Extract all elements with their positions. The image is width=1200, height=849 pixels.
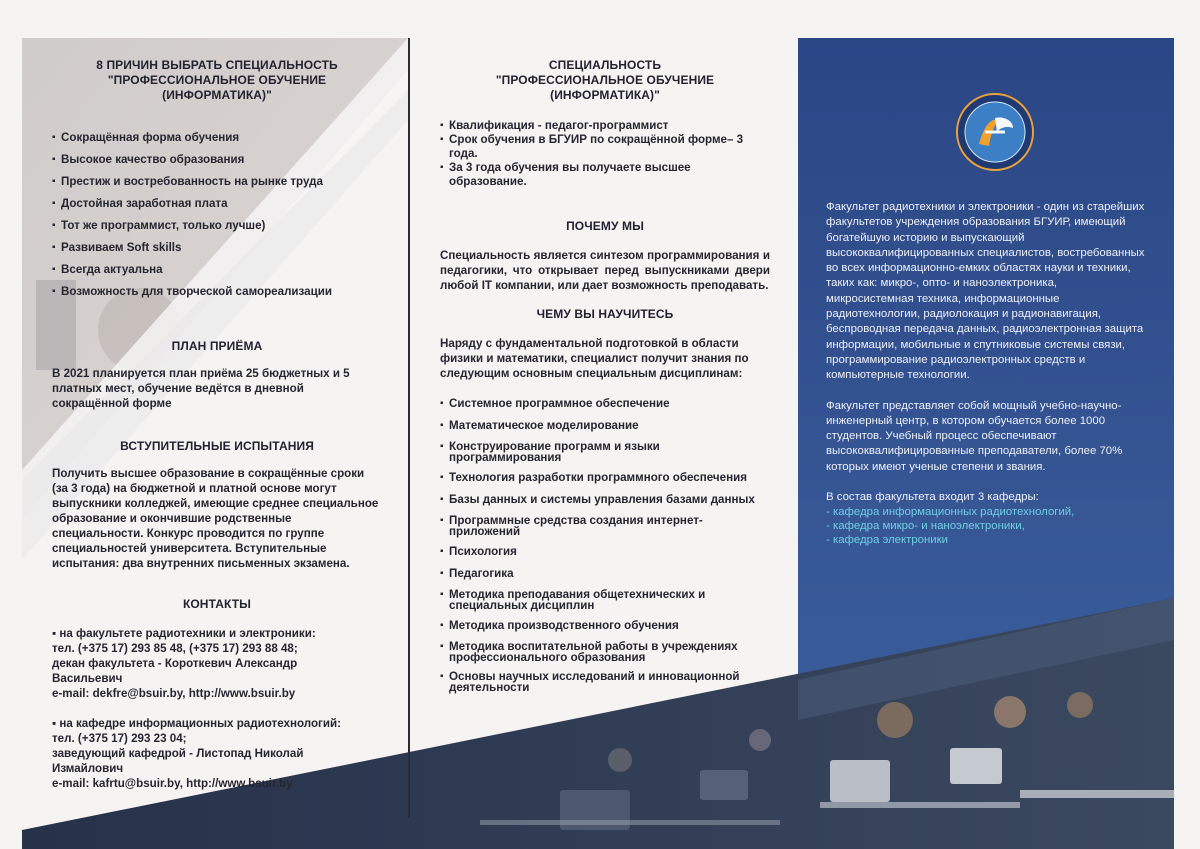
faculty-center-text: Факультет представляет собой мощный учебно-научно-инженерный центр, в котором обучается более 1000 студентов. Учебный процесс обеспечивают высококвалифицированные преподаватели, более 70% которых имеют ученые степени и звания. — [826, 399, 1123, 473]
subject-item: ▪ Основы научных исследований и инновационной деятельности — [440, 671, 770, 693]
contact-line: ▪ на факультете радиотехники и электроники: — [52, 627, 316, 640]
subject-item: ▪ Программные средства создания интернет-приложений — [440, 515, 770, 537]
fact-item: ▪ Квалификация - педагог-программист — [440, 119, 770, 133]
contact-department — [52, 716, 382, 791]
departments-intro: В состав факультета входит 3 кафедры: — [826, 491, 1039, 504]
reasons-list — [52, 131, 382, 299]
department-item: - кафедра информационных радиотехнологий, — [826, 506, 1075, 519]
exam-title: ВСТУПИТЕЛЬНЫЕ ИСПЫТАНИЯ — [120, 439, 314, 453]
fact-item: ▪ Срок обучения в БГУИР по сокращённой форме– 3 года. — [440, 133, 770, 161]
subject-item: ▪ Системное программное обеспечение — [440, 397, 770, 411]
why-title: ПОЧЕМУ МЫ — [566, 219, 644, 233]
subject-item: ▪ Методика преподавания общетехнических и специальных дисциплин — [440, 589, 770, 611]
reason-item: ▪ Всегда актуальна — [52, 263, 382, 277]
subject-item: ▪ Психология — [440, 545, 770, 559]
subject-item: ▪ Методика производственного обучения — [440, 619, 770, 633]
department-item: - кафедра электроники — [826, 534, 949, 547]
specialty-subtitle: "ПРОФЕССИОНАЛЬНОЕ ОБУЧЕНИЕ (ИНФОРМАТИКА)" — [495, 73, 715, 102]
learn-text: Наряду с фундаментальной подготовкой в области физики и математики, специалист получит знания по следующим основным специальным дисциплинам: — [440, 337, 749, 380]
middle-panel — [440, 58, 770, 701]
right-panel — [826, 200, 1146, 547]
exam-text: Получить высшее образование в сокращённые сроки (за 3 года) на бюджетной и платной основе могут выпускники колледжей, имеющие среднее специальное образование и окончившие родственные специальности. Конкурс проводится по группе специальностей университета. Вступительные испытания: два внутренних письменных экзамена. — [52, 467, 379, 570]
reason-item: ▪ Тот же программист, только лучше) — [52, 219, 382, 233]
facts-list — [440, 119, 770, 189]
subjects-list — [440, 397, 770, 693]
laptop-graphic — [830, 760, 890, 802]
subject-item: ▪ Методика воспитательной работы в учреждениях профессионального образования — [440, 641, 770, 663]
reason-item: ▪ Сокращённая форма обучения — [52, 131, 382, 145]
contact-email-line[interactable]: e-mail: dekfre@bsuir.by, http://www.bsuir.by — [52, 687, 296, 700]
subject-item: ▪ Технология разработки программного обеспечения — [440, 471, 770, 485]
fold-line-left — [408, 38, 410, 818]
reason-item: ▪ Высокое качество образования — [52, 153, 382, 167]
reason-item: ▪ Развиваем Soft skills — [52, 241, 382, 255]
subject-item: ▪ Базы данных и системы управления базами данных — [440, 493, 770, 507]
contact-line: ▪ на кафедре информационных радиотехнологий: — [52, 717, 341, 730]
contacts-title: КОНТАКТЫ — [182, 597, 252, 611]
reason-item: ▪ Престиж и востребованность на рынке труда — [52, 175, 382, 189]
left-panel — [52, 58, 382, 791]
reasons-title: 8 ПРИЧИН ВЫБРАТЬ СПЕЦИАЛЬНОСТЬ "ПРОФЕССИОНАЛЬНОЕ ОБУЧЕНИЕ (ИНФОРМАТИКА)" — [96, 58, 338, 102]
learn-title: ЧЕМУ ВЫ НАУЧИТЕСЬ — [536, 307, 674, 321]
reason-item: ▪ Достойная заработная плата — [52, 197, 382, 211]
faculty-description: Факультет радиотехники и электроники - один из старейших факультетов учреждения образования БГУИР, имеющий богатейшую историю и выпускающий высококвалифицированных специалистов, востребованных во всех информационно-емких областях науки и техники, таких как: микро-, опто- и наноэлектроника, микросистемная техника, информационные радиотехнологии, радиолокация и радионавигация, беспроводная передача данных, радиоэлектронная защита информации, мобильные и спутниковые системы связи, программирование радиоэлектронных средств и компьютерные технологии. — [826, 201, 1145, 382]
why-text: Специальность является синтезом программирования и педагогики, что открывает перед выпускниками двери любой IT компании, или дает возможность преподавать. — [440, 249, 770, 292]
subject-item: ▪ Математическое моделирование — [440, 419, 770, 433]
contact-line: заведующий кафедрой - Листопад Николай — [52, 747, 304, 760]
contact-line: тел. (+375 17) 293 85 48, (+375 17) 293 88 48; — [52, 642, 298, 655]
plan-text: В 2021 планируется план приёма 25 бюджетных и 5 платных мест, обучение ведётся в дневной сокращённой форме — [52, 367, 350, 410]
fact-item: ▪ За 3 года обучения вы получаете высшее образование. — [440, 161, 770, 189]
contact-line: декан факультета - Короткевич Александр — [52, 657, 298, 670]
faculty-logo — [955, 92, 1035, 172]
reason-item: ▪ Возможность для творческой самореализации — [52, 285, 382, 299]
subject-item: ▪ Конструирование программ и языки программирования — [440, 441, 770, 463]
contact-faculty — [52, 626, 382, 701]
contact-line: Измайлович — [52, 762, 124, 775]
contact-line: тел. (+375 17) 293 23 04; — [52, 732, 187, 745]
subject-item: ▪ Педагогика — [440, 567, 770, 581]
plan-title: ПЛАН ПРИЁМА — [171, 339, 263, 353]
department-item: - кафедра микро- и наноэлектроники, — [826, 520, 1025, 533]
contact-email-line[interactable]: e-mail: kafrtu@bsuir.by, http://www.bsuir.by — [52, 777, 293, 790]
specialty-title: СПЕЦИАЛЬНОСТЬ — [548, 58, 662, 72]
contact-line: Васильевич — [52, 672, 123, 685]
